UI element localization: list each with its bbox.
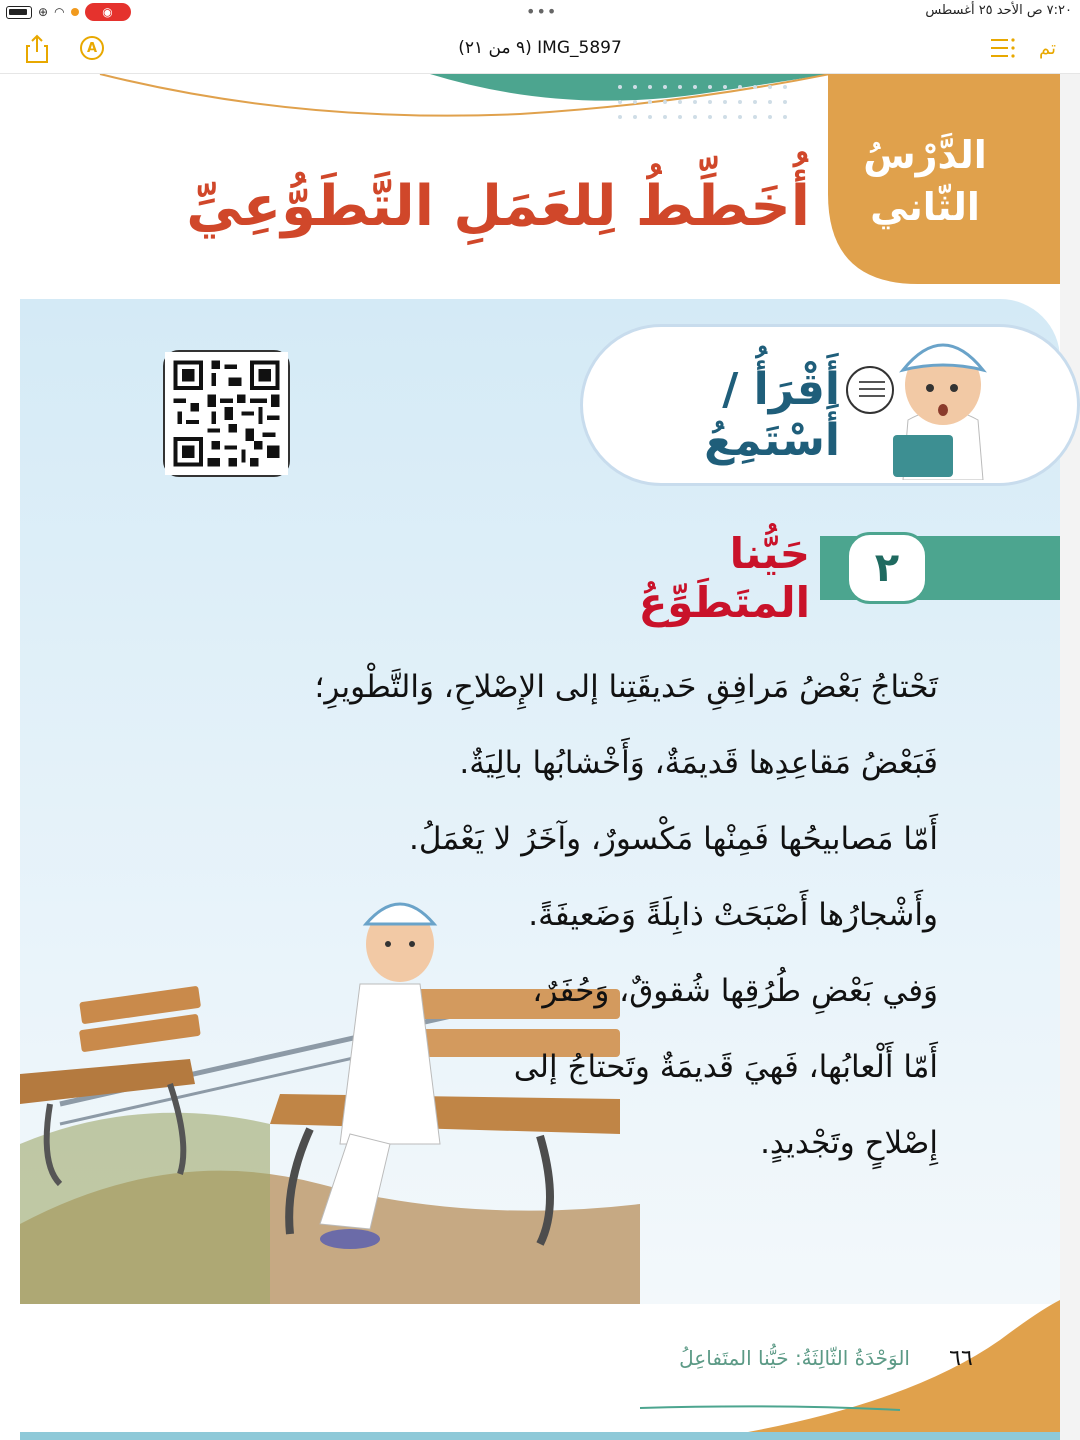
story-line: أَمّا أَلْعابُها، فَهيَ قَديمَةٌ وتَحتاجُ إلى — [513, 1049, 938, 1085]
story-line: أَمّا مَصابيحُها فَمِنْها مَكْسورٌ، وآخَرُ لا يَعْمَلُ. — [408, 821, 938, 857]
photo-toolbar — [0, 24, 1080, 74]
reading-boy-icon — [888, 330, 998, 480]
story-line: إِصْلاحٍ وتَجْديدٍ. — [760, 1125, 938, 1161]
done-button[interactable]: تم — [1039, 38, 1056, 59]
lesson-badge-line2: الثّاني — [870, 185, 980, 229]
list-icon[interactable] — [990, 38, 1016, 63]
story-line: وَفي بَعْضِ طُرُقِها شُقوقٌ، وَحُفَرٌ، — [532, 973, 938, 1009]
lesson-badge-line1: الدَّرْسُ — [863, 133, 987, 177]
dots-pattern — [615, 82, 815, 142]
story-line: فَبَعْضُ مَقاعِدِها قَديمَةٌ، وَأَخْشابُها بالِيَةٌ. — [459, 745, 938, 781]
lesson-badge-label — [845, 129, 1005, 233]
status-time-date: ٧:٢٠ ص الأحد ٢٥ أغسطس — [925, 3, 1072, 18]
mic-indicator-icon — [71, 8, 79, 16]
markup-icon[interactable]: A — [80, 36, 104, 60]
story-text — [260, 654, 938, 1186]
lesson-title: أُخَطِّطُ لِلعَمَلِ التَّطَوُّعِيِّ — [186, 174, 810, 239]
orientation-lock-icon: ⊕ — [38, 5, 49, 19]
record-icon[interactable]: ◉ — [85, 3, 131, 21]
footer-wave-decoration — [0, 1300, 1080, 1440]
multitask-dots[interactable]: ••• — [526, 2, 558, 21]
battery-icon — [6, 6, 32, 19]
qr-code-icon[interactable] — [163, 350, 290, 477]
unit-title: الوَحْدَةُ الثّالِثَةُ: حَيُّنا المتَفاعِلُ — [679, 1346, 910, 1370]
wifi-icon: ◠ — [54, 5, 65, 19]
page-number: ٦٦ — [949, 1346, 973, 1371]
status-icons — [6, 3, 131, 21]
page-edge — [1060, 74, 1080, 1440]
speech-bubble-icon — [846, 366, 894, 414]
story-line: وأَشْجارُها أَصْبَحَتْ ذابِلَةً وَضَعيفَةً. — [528, 897, 938, 933]
story-number: ٢ — [846, 532, 928, 604]
story-title: حَيُّنا المتَطَوِّعُ — [638, 529, 810, 627]
book-page — [0, 74, 1080, 1440]
status-bar — [0, 0, 1080, 24]
document-title: IMG_5897 (٩ من ٢١) — [458, 38, 622, 58]
story-line: تَحْتاجُ بَعْضُ مَرافِقِ حَديقَتِنا إلى الإِصْلاحِ، وَالتَّطْويرِ؛ — [314, 669, 938, 705]
read-listen-title: أَقْرَأُ / أَسْتَمِعُ — [704, 364, 840, 466]
